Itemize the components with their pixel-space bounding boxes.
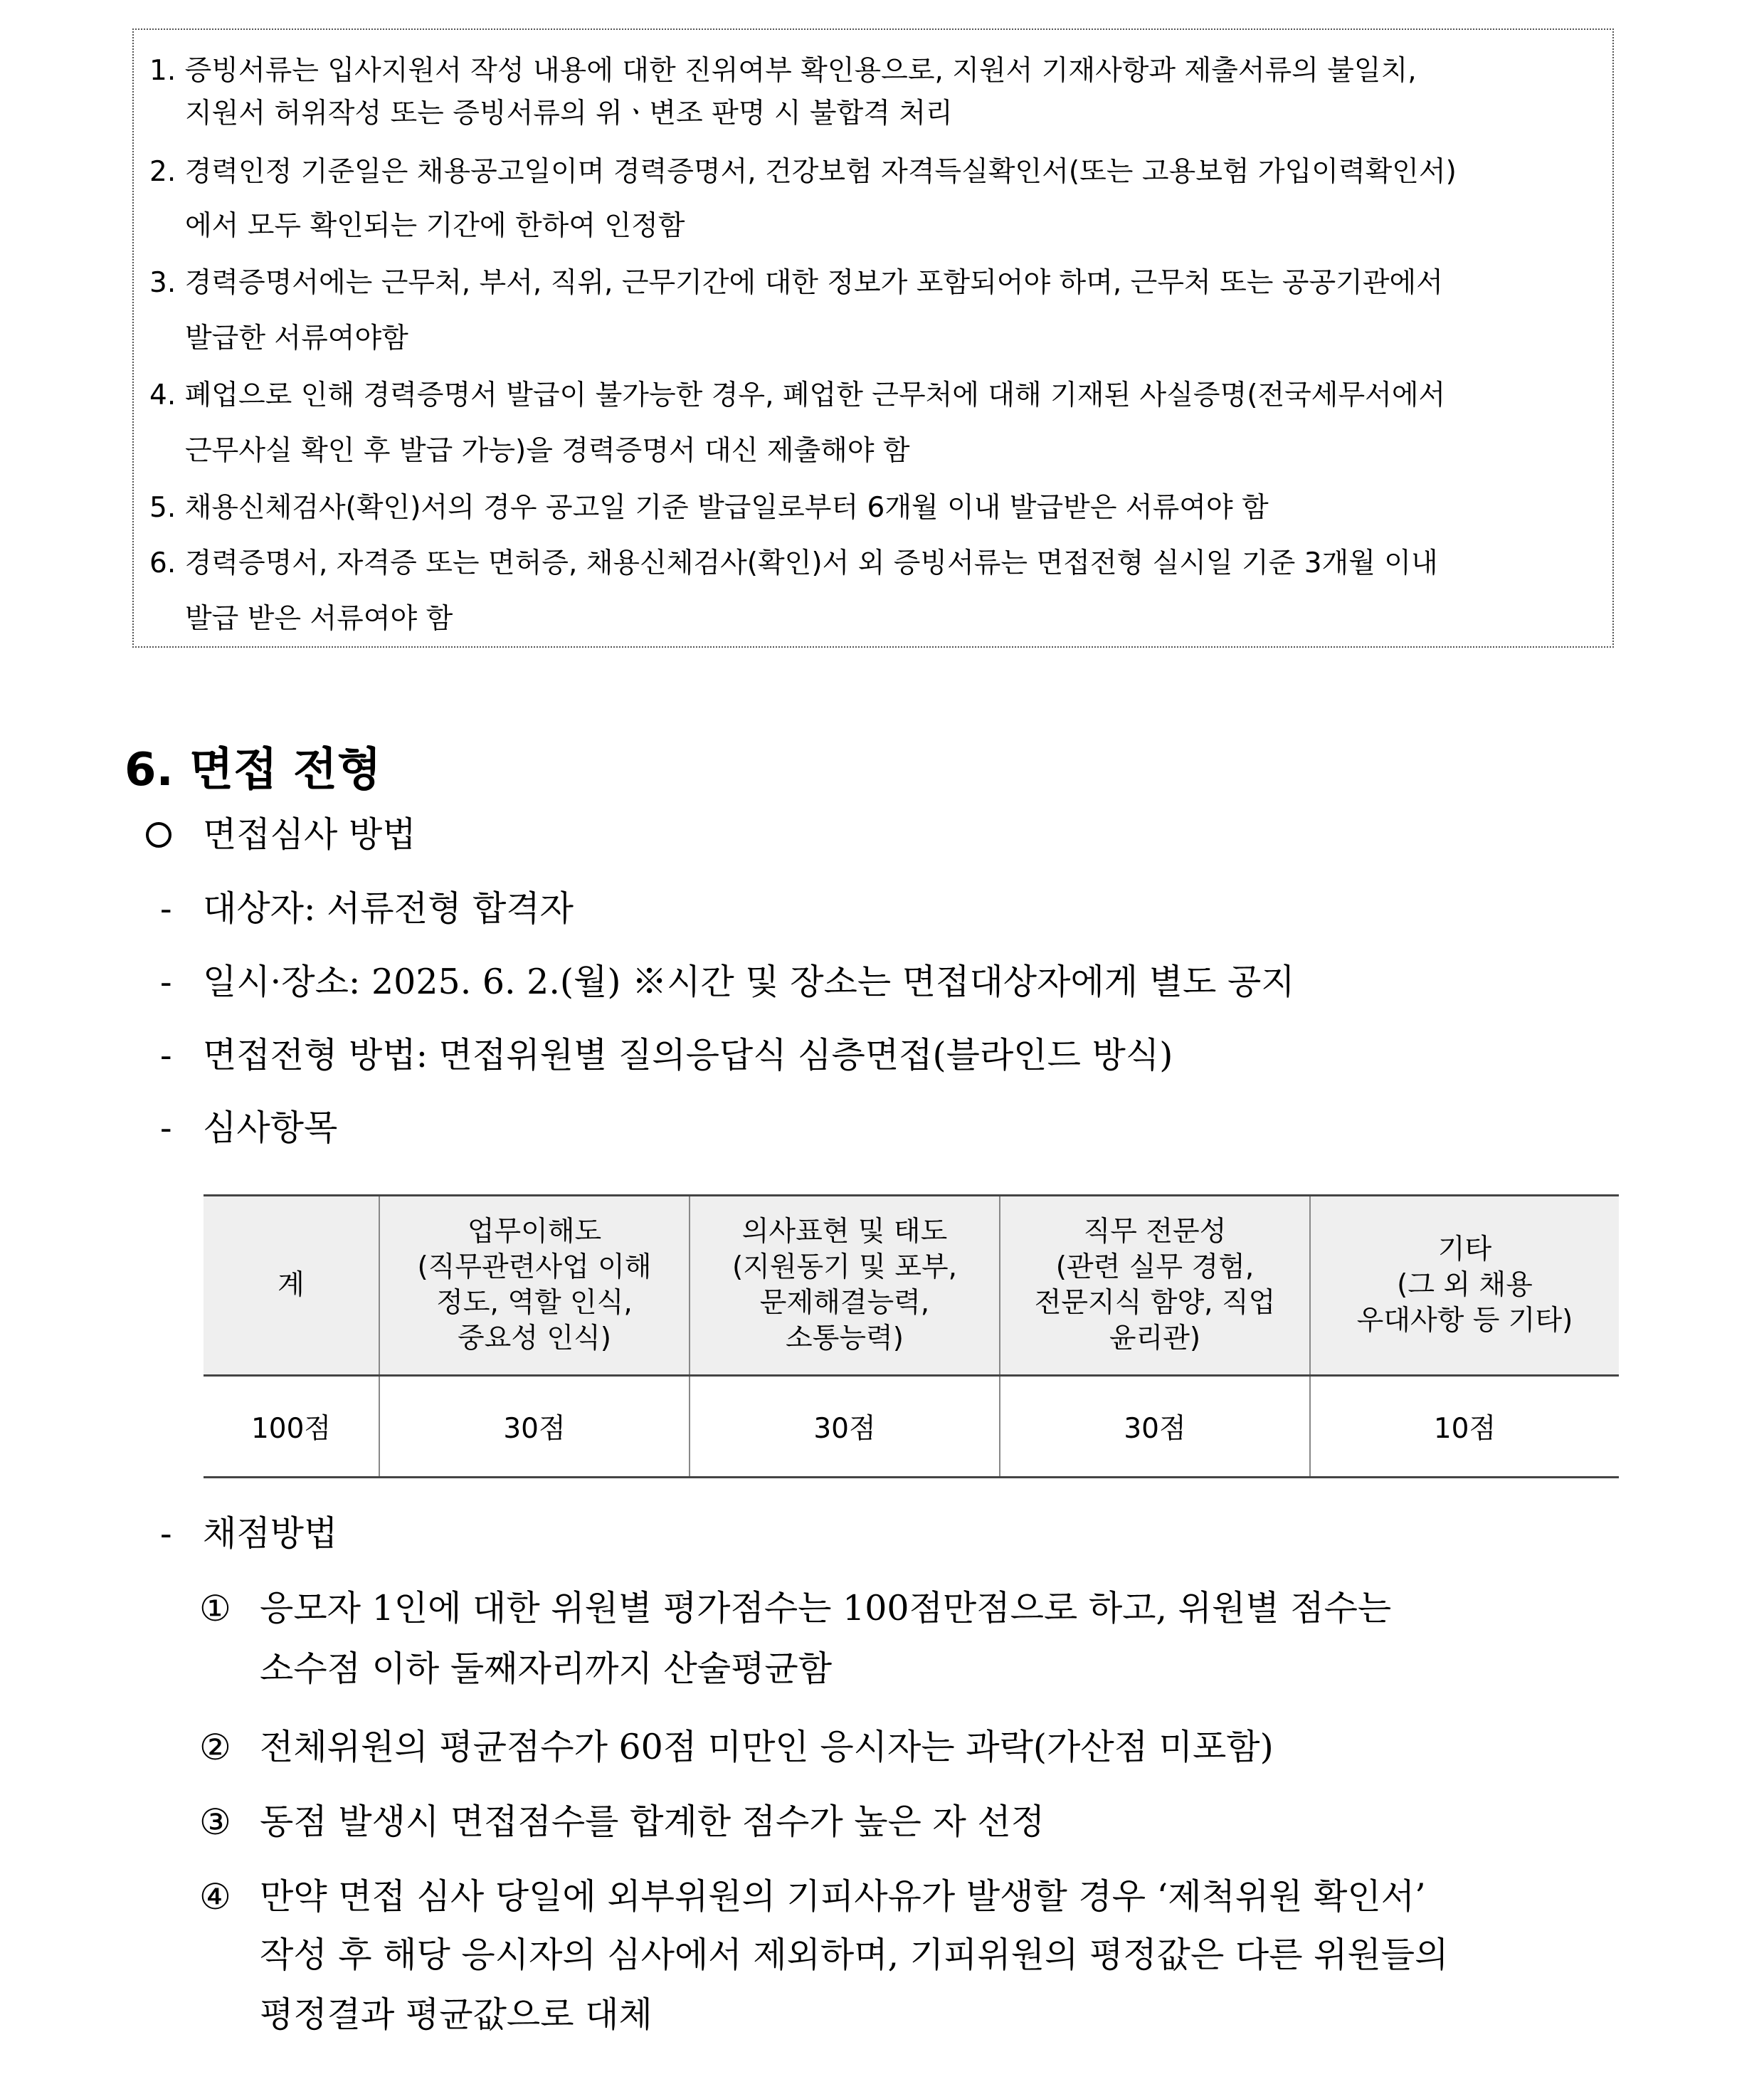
table-cell: 10점: [1310, 1376, 1619, 1478]
notice-line: 4. 폐업으로 인해 경력증명서 발급이 불가능한 경우, 폐업한 근무처에 대해 기재된 사실증명(전국세무서에서: [149, 379, 1446, 411]
notice-line: 근무사실 확인 후 발급 가능)을 경력증명서 대신 제출해야 함: [185, 435, 910, 467]
header-cell-total: [204, 1196, 379, 1376]
notice-line: 1. 증빙서류는 입사지원서 작성 내용에 대한 진위여부 확인용으로, 지원서 기재사항과 제출서류의 불일치,: [149, 55, 1417, 87]
scoring-line: 전체위원의 평균점수가 60점 미만인 응시자는 과락(가산점 미포함): [260, 1727, 1274, 1767]
scoring-line: 동점 발생시 면접점수를 합계한 점수가 높은 자 선정: [260, 1801, 1045, 1842]
table-header-row: [204, 1196, 1619, 1376]
header-line: 업무이해도: [467, 1216, 602, 1248]
scoring-line: 만약 면접 심사 당일에 외부위원의 기피사유가 발생할 경우 ‘제척위원 확인서’: [260, 1876, 1426, 1917]
notice-line: 2. 경력인정 기준일은 채용공고일이며 경력증명서, 건강보험 자격득실확인서(또는 고용보험 가입이력확인서): [149, 156, 1457, 188]
table-cell: 30점: [1000, 1376, 1310, 1478]
header-cell-understanding: [379, 1196, 690, 1376]
header-line: (그 외 채용: [1397, 1269, 1533, 1302]
list-item: 심사항목: [203, 1107, 338, 1148]
header-line: 윤리관): [1109, 1322, 1201, 1354]
dash-marker: -: [160, 888, 172, 929]
header-line: 계: [278, 1269, 305, 1302]
scoring-line: 소수점 이하 둘째자리까지 산술평균함: [260, 1648, 833, 1689]
notice-line: 6. 경력증명서, 자격증 또는 면허증, 채용신체검사(확인)서 외 증빙서류는 면접전형 실시일 기준 3개월 이내: [149, 547, 1438, 579]
notice-line: 지원서 허위작성 또는 증빙서류의 위ㆍ변조 판명 시 불합격 처리: [185, 98, 953, 130]
header-line: (직무관련사업 이해: [417, 1251, 652, 1284]
section-subtitle: 면접심사 방법: [203, 814, 416, 855]
header-line: 정도, 역할 인식,: [436, 1287, 633, 1319]
scoring-title: 채점방법: [203, 1513, 338, 1554]
table-row: [204, 1376, 1619, 1478]
table-cell: 100점: [204, 1376, 379, 1478]
header-line: 중요성 인식): [458, 1322, 611, 1354]
list-item: 일시·장소: 2025. 6. 2.(월) ※시간 및 장소는 면접대상자에게 별도 공지: [203, 962, 1295, 1002]
header-line: 문제해결능력,: [759, 1287, 930, 1319]
table-cell: 30점: [690, 1376, 1000, 1478]
score-table: [204, 1194, 1619, 1478]
notice-line: 3. 경력증명서에는 근무처, 부서, 직위, 근무기간에 대한 정보가 포함되어야 하며, 근무처 또는 공공기관에서: [149, 267, 1443, 299]
scoring-line: 작성 후 해당 응시자의 심사에서 제외하며, 기피위원의 평정값은 다른 위원들의: [260, 1935, 1449, 1975]
header-line: 우대사항 등 기타): [1356, 1304, 1573, 1337]
notice-line: 발급한 서류여야함: [185, 322, 408, 354]
dash-marker: -: [160, 1035, 172, 1075]
header-cell-other: [1310, 1196, 1619, 1376]
header-line: 기타: [1437, 1233, 1492, 1266]
dash-marker: -: [160, 1513, 172, 1554]
header-line: (지원동기 및 포부,: [732, 1251, 958, 1284]
scoring-line: 응모자 1인에 대한 위원별 평가점수는 100점만점으로 하고, 위원별 점수는: [260, 1588, 1392, 1628]
header-cell-expression: [690, 1196, 1000, 1376]
header-line: 소통능력): [786, 1322, 904, 1354]
header-line: (관련 실무 경험,: [1055, 1251, 1255, 1284]
circle-bullet-icon: [146, 822, 171, 848]
circled-number-3: ③: [199, 1801, 231, 1843]
list-item: 면접전형 방법: 면접위원별 질의응답식 심층면접(블라인드 방식): [203, 1035, 1173, 1075]
circled-number-2: ②: [199, 1727, 231, 1768]
circled-number-4: ④: [199, 1876, 231, 1917]
header-line: 직무 전문성: [1083, 1216, 1227, 1248]
header-cell-expertise: [1000, 1196, 1310, 1376]
notice-line: 에서 모두 확인되는 기간에 한하여 인정함: [185, 210, 685, 242]
header-line: 전문지식 함양, 직업: [1034, 1287, 1276, 1319]
list-item: 대상자: 서류전형 합격자: [203, 888, 574, 929]
section-heading: 6. 면접 전형: [125, 744, 381, 796]
table-cell: 30점: [379, 1376, 690, 1478]
header-line: 의사표현 및 태도: [741, 1216, 948, 1248]
dash-marker: -: [160, 962, 172, 1002]
scoring-line: 평정결과 평균값으로 대체: [260, 1994, 653, 2035]
circled-number-1: ①: [199, 1588, 231, 1629]
dash-marker: -: [160, 1107, 172, 1148]
notice-line: 5. 채용신체검사(확인)서의 경우 공고일 기준 발급일로부터 6개월 이내 발급받은 서류여야 함: [149, 492, 1269, 524]
notice-line: 발급 받은 서류여야 함: [185, 603, 453, 635]
